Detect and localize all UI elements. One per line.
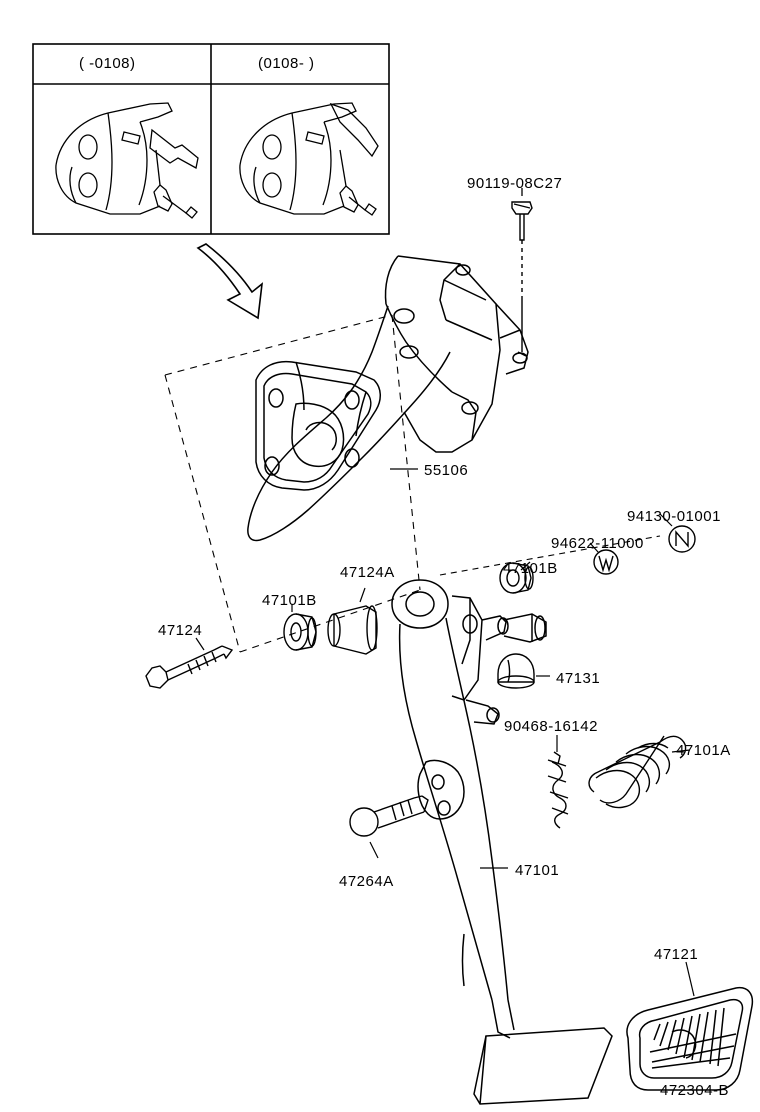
variant-header-early: ( -0108) (79, 55, 136, 72)
callout-47101: 47101 (515, 862, 560, 879)
callout-94130-01001: 94130-01001 (627, 508, 721, 525)
callout-55106: 55106 (424, 462, 469, 479)
part-47101B-bushing-left (284, 614, 316, 650)
callout-90119-08C27: 90119-08C27 (467, 175, 563, 192)
variant-table (33, 44, 389, 234)
part-90119-08C27-bolt (512, 202, 532, 356)
variant-sketch-late (240, 103, 378, 215)
part-94622-11000-clip (594, 550, 618, 574)
variant-sketch-early (56, 103, 198, 218)
part-47131-stopper (498, 654, 534, 688)
part-47101A-spring (589, 736, 686, 807)
variant-header-late: (0108- ) (258, 55, 315, 72)
part-47101-pedal-arm (392, 580, 612, 1104)
callout-47101B-upper: 47101B (503, 560, 558, 577)
callout-47101B-left: 47101B (262, 592, 317, 609)
callout-90468-16142: 90468-16142 (504, 718, 598, 735)
callout-47124: 47124 (158, 622, 203, 639)
callout-47131: 47131 (556, 670, 601, 687)
part-47124-bolt (146, 646, 232, 688)
part-55106-bracket (248, 256, 528, 540)
part-47264A-bolt (350, 796, 428, 836)
part-90468-16142-clip (548, 752, 568, 828)
part-47121-pedal-pad (627, 988, 752, 1090)
figure-code: 472304-B (660, 1082, 730, 1099)
callout-47101A: 47101A (676, 742, 731, 759)
callout-47264A: 47264A (339, 873, 394, 890)
variant-arrow (198, 244, 262, 318)
callout-47121: 47121 (654, 946, 699, 963)
callout-47124A: 47124A (340, 564, 395, 581)
part-94130-01001-nut (669, 526, 695, 552)
callout-94622-11000: 94622-11000 (551, 535, 644, 552)
